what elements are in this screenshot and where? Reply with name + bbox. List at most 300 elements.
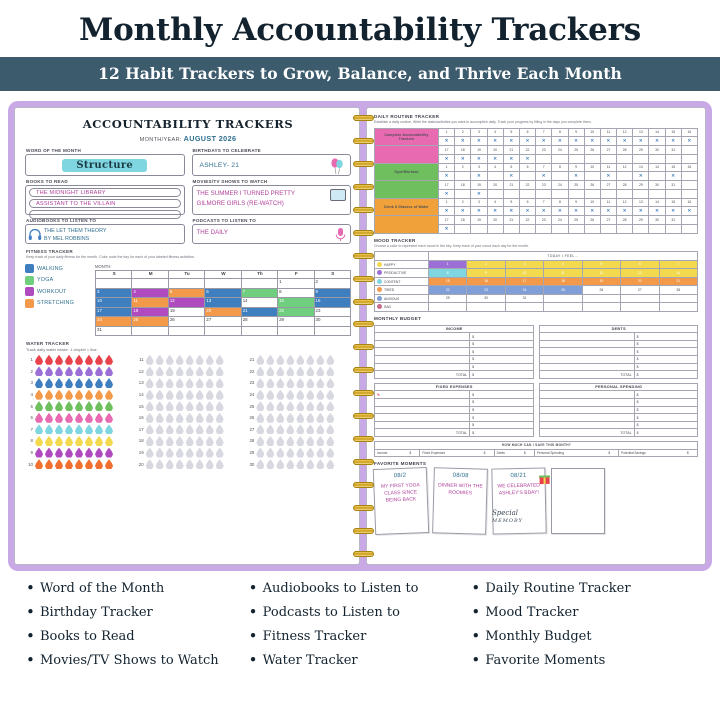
water-drop-icon[interactable] — [166, 448, 174, 458]
mood-key-cell[interactable]: ANXIOUS — [375, 294, 429, 303]
water-drop-icon[interactable] — [176, 436, 184, 446]
water-drop-icon[interactable] — [95, 378, 103, 388]
water-drop-icon[interactable] — [316, 436, 324, 446]
water-drop-icon[interactable] — [176, 355, 184, 365]
budget-item-field[interactable] — [375, 414, 470, 422]
budget-item-field[interactable] — [375, 340, 470, 348]
routine-day-cell[interactable] — [681, 154, 697, 163]
water-drop-icon[interactable] — [156, 448, 164, 458]
water-drop-icon[interactable] — [105, 436, 113, 446]
routine-day-cell[interactable]: ✕ — [439, 154, 455, 163]
water-drop-icon[interactable] — [316, 459, 324, 469]
routine-day-cell[interactable]: ✕ — [665, 137, 681, 146]
routine-day-cell[interactable]: ✕ — [568, 172, 584, 181]
movies-box[interactable] — [192, 185, 352, 215]
water-drop-icon[interactable] — [266, 436, 274, 446]
routine-day-cell[interactable]: ✕ — [536, 207, 552, 216]
budget-item-field[interactable] — [539, 414, 634, 422]
routine-day-cell[interactable]: ✕ — [487, 154, 503, 163]
water-drop-icon[interactable] — [85, 390, 93, 400]
routine-day-cell[interactable] — [584, 224, 600, 233]
routine-day-cell[interactable] — [455, 224, 471, 233]
water-drop-icon[interactable] — [35, 378, 43, 388]
debts-table[interactable] — [539, 325, 699, 379]
mood-day-cell[interactable]: 6 — [621, 260, 659, 269]
calendar-day[interactable] — [205, 326, 241, 336]
budget-row[interactable] — [375, 356, 534, 364]
routine-day-cell[interactable]: ✕ — [584, 207, 600, 216]
routine-day-cell[interactable]: ✕ — [600, 137, 616, 146]
water-drop-icon[interactable] — [266, 355, 274, 365]
routine-day-cell[interactable]: ✕ — [681, 137, 697, 146]
water-drop-icon[interactable] — [105, 448, 113, 458]
water-drop-icon[interactable] — [156, 436, 164, 446]
budget-amount-field[interactable]: $ — [470, 356, 533, 364]
water-drop-icon[interactable] — [206, 413, 214, 423]
budget-total-amount[interactable]: $ — [470, 371, 533, 379]
routine-day-cell[interactable] — [552, 189, 568, 198]
water-drop-icon[interactable] — [276, 390, 284, 400]
routine-day-cell[interactable] — [519, 224, 535, 233]
water-drop-icon[interactable] — [326, 459, 334, 469]
water-drop-icon[interactable] — [65, 390, 73, 400]
water-drop-icon[interactable] — [75, 413, 83, 423]
routine-day-cell[interactable]: ✕ — [633, 172, 649, 181]
routine-day-cell[interactable] — [568, 154, 584, 163]
routine-day-cell[interactable]: ✕ — [665, 207, 681, 216]
water-drop-icon[interactable] — [146, 413, 154, 423]
water-drop-icon[interactable] — [316, 355, 324, 365]
water-drop-icon[interactable] — [65, 413, 73, 423]
water-drop-icon[interactable] — [306, 436, 314, 446]
routine-day-cell[interactable] — [681, 172, 697, 181]
water-drop-icon[interactable] — [35, 436, 43, 446]
water-grid[interactable] — [25, 354, 351, 470]
routine-day-cell[interactable]: ✕ — [568, 137, 584, 146]
mood-day-cell[interactable]: 23 — [467, 286, 505, 295]
mood-day-cell[interactable]: 3 — [505, 260, 543, 269]
water-row[interactable] — [25, 424, 130, 436]
mood-color-swatch[interactable] — [377, 262, 382, 267]
routine-day-cell[interactable]: ✕ — [439, 137, 455, 146]
water-drop-icon[interactable] — [286, 366, 294, 376]
water-drops[interactable] — [146, 436, 224, 446]
routine-day-cell[interactable]: ✕ — [617, 207, 633, 216]
budget-item-field[interactable] — [375, 421, 470, 429]
water-drop-icon[interactable] — [65, 424, 73, 434]
water-drop-icon[interactable] — [196, 436, 204, 446]
water-row[interactable] — [136, 447, 241, 459]
water-row[interactable] — [25, 458, 130, 470]
water-drop-icon[interactable] — [196, 424, 204, 434]
budget-amount-field[interactable]: $ — [470, 348, 533, 356]
water-drop-icon[interactable] — [206, 448, 214, 458]
water-drops[interactable] — [256, 378, 334, 388]
water-drop-icon[interactable] — [35, 424, 43, 434]
routine-day-cell[interactable] — [665, 189, 681, 198]
water-drop-icon[interactable] — [105, 390, 113, 400]
water-drop-icon[interactable] — [196, 355, 204, 365]
mood-key-cell[interactable]: TIRED — [375, 286, 429, 295]
water-drop-icon[interactable] — [176, 390, 184, 400]
water-row[interactable] — [25, 366, 130, 378]
water-drop-icon[interactable] — [286, 448, 294, 458]
water-drop-icon[interactable] — [55, 378, 63, 388]
water-drop-icon[interactable] — [166, 366, 174, 376]
routine-day-cell[interactable] — [471, 224, 487, 233]
calendar-day[interactable]: 9 — [314, 288, 350, 298]
water-row[interactable] — [25, 377, 130, 389]
routine-day-cell[interactable] — [519, 172, 535, 181]
water-drop-icon[interactable] — [146, 366, 154, 376]
water-drop-icon[interactable] — [206, 436, 214, 446]
water-row[interactable] — [136, 366, 241, 378]
routine-day-cell[interactable] — [649, 154, 665, 163]
water-drop-icon[interactable] — [306, 378, 314, 388]
water-row[interactable] — [246, 458, 351, 470]
water-drop-icon[interactable] — [166, 459, 174, 469]
water-drop-icon[interactable] — [276, 366, 284, 376]
fitness-calendar[interactable] — [95, 264, 351, 336]
budget-row[interactable] — [539, 348, 698, 356]
water-drop-icon[interactable] — [196, 448, 204, 458]
water-drop-icon[interactable] — [55, 448, 63, 458]
water-row[interactable] — [246, 366, 351, 378]
budget-item-field[interactable] — [539, 421, 634, 429]
water-row[interactable] — [246, 435, 351, 447]
water-drop-icon[interactable] — [146, 378, 154, 388]
water-drop-icon[interactable] — [35, 448, 43, 458]
water-drop-icon[interactable] — [276, 448, 284, 458]
routine-day-cell[interactable] — [584, 172, 600, 181]
water-drop-icon[interactable] — [316, 390, 324, 400]
water-drop-icon[interactable] — [146, 459, 154, 469]
calendar-day[interactable] — [205, 279, 241, 289]
water-drops[interactable] — [256, 390, 334, 400]
water-drop-icon[interactable] — [176, 448, 184, 458]
water-drops[interactable] — [35, 390, 113, 400]
budget-amount-field[interactable]: $ — [634, 414, 697, 422]
routine-day-cell[interactable] — [649, 224, 665, 233]
water-drop-icon[interactable] — [45, 413, 53, 423]
water-row[interactable] — [246, 412, 351, 424]
water-drop-icon[interactable] — [45, 436, 53, 446]
water-drop-icon[interactable] — [55, 355, 63, 365]
mood-day-cell[interactable]: 21 — [659, 277, 697, 286]
water-drop-icon[interactable] — [286, 459, 294, 469]
calendar-day[interactable]: 5 — [168, 288, 204, 298]
water-drop-icon[interactable] — [45, 424, 53, 434]
budget-row[interactable] — [539, 340, 698, 348]
water-drop-icon[interactable] — [196, 459, 204, 469]
water-drop-icon[interactable] — [176, 401, 184, 411]
water-drop-icon[interactable] — [326, 436, 334, 446]
calendar-day[interactable]: 21 — [241, 307, 277, 317]
calendar-day[interactable]: 3 — [96, 288, 132, 298]
water-drop-icon[interactable] — [216, 355, 224, 365]
water-drop-icon[interactable] — [65, 366, 73, 376]
routine-day-cell[interactable] — [584, 154, 600, 163]
water-drop-icon[interactable] — [45, 366, 53, 376]
routine-day-cell[interactable] — [568, 189, 584, 198]
water-drop-icon[interactable] — [276, 378, 284, 388]
income-table[interactable] — [374, 325, 534, 379]
mood-day-cell[interactable] — [621, 303, 659, 312]
mood-day-cell[interactable]: 31 — [505, 294, 543, 303]
mood-day-cell[interactable]: 4 — [544, 260, 582, 269]
water-drop-icon[interactable] — [326, 390, 334, 400]
water-drops[interactable] — [256, 459, 334, 469]
routine-day-cell[interactable] — [552, 172, 568, 181]
routine-day-cell[interactable] — [665, 154, 681, 163]
budget-item-field[interactable] — [539, 333, 634, 341]
water-drop-icon[interactable] — [256, 401, 264, 411]
water-drop-icon[interactable] — [35, 459, 43, 469]
water-drop-icon[interactable] — [326, 378, 334, 388]
mood-day-cell[interactable] — [659, 294, 697, 303]
routine-day-cell[interactable]: ✕ — [503, 172, 519, 181]
budget-item-field[interactable] — [375, 363, 470, 371]
routine-day-cell[interactable]: ✕ — [455, 137, 471, 146]
color-swatch[interactable] — [25, 276, 34, 285]
water-drop-icon[interactable] — [256, 390, 264, 400]
routine-day-cell[interactable]: ✕ — [471, 207, 487, 216]
mood-color-swatch[interactable] — [377, 296, 382, 301]
water-drop-icon[interactable] — [296, 366, 304, 376]
budget-row[interactable] — [375, 406, 534, 414]
routine-day-cell[interactable] — [617, 154, 633, 163]
water-drop-icon[interactable] — [35, 413, 43, 423]
calendar-day[interactable]: 30 — [314, 317, 350, 327]
routine-day-cell[interactable] — [536, 154, 552, 163]
water-drop-icon[interactable] — [296, 413, 304, 423]
water-drop-icon[interactable] — [65, 355, 73, 365]
budget-amount-field[interactable]: $ — [470, 391, 533, 399]
water-drop-icon[interactable] — [256, 448, 264, 458]
calendar-day[interactable]: 1 — [278, 279, 314, 289]
mood-key-cell[interactable]: CONTENT — [375, 277, 429, 286]
mood-day-cell[interactable] — [544, 294, 582, 303]
routine-day-cell[interactable]: ✕ — [568, 207, 584, 216]
budget-row[interactable] — [375, 399, 534, 407]
water-drop-icon[interactable] — [296, 448, 304, 458]
budget-amount-field[interactable]: $ — [634, 363, 697, 371]
water-drop-icon[interactable] — [196, 413, 204, 423]
water-drop-icon[interactable] — [95, 459, 103, 469]
books-box[interactable] — [25, 185, 185, 215]
water-drops[interactable] — [35, 424, 113, 434]
water-drop-icon[interactable] — [296, 424, 304, 434]
water-drop-icon[interactable] — [306, 390, 314, 400]
water-drop-icon[interactable] — [85, 378, 93, 388]
mood-day-cell[interactable]: 1 — [429, 260, 467, 269]
mood-day-cell[interactable]: 13 — [621, 269, 659, 278]
budget-row[interactable] — [375, 421, 534, 429]
budget-item-field[interactable] — [375, 348, 470, 356]
water-drop-icon[interactable] — [266, 448, 274, 458]
calendar-day[interactable]: 24 — [96, 317, 132, 327]
mood-day-cell[interactable]: 27 — [621, 286, 659, 295]
routine-day-cell[interactable]: ✕ — [536, 137, 552, 146]
budget-amount-field[interactable]: $ — [634, 356, 697, 364]
water-drop-icon[interactable] — [316, 366, 324, 376]
water-drop-icon[interactable] — [156, 413, 164, 423]
savings-field-value[interactable]: $ — [482, 449, 494, 457]
budget-total-amount[interactable]: $ — [634, 371, 697, 379]
water-drop-icon[interactable] — [95, 424, 103, 434]
calendar-day[interactable] — [132, 326, 168, 336]
budget-row[interactable] — [375, 391, 534, 399]
calendar-day[interactable]: 11 — [132, 298, 168, 308]
mood-key-cell[interactable]: PRODUCTIVE — [375, 269, 429, 278]
water-drop-icon[interactable] — [176, 378, 184, 388]
savings-field-value[interactable]: $ — [685, 449, 698, 457]
water-drop-icon[interactable] — [306, 413, 314, 423]
budget-row[interactable] — [539, 399, 698, 407]
water-drops[interactable] — [146, 390, 224, 400]
water-drop-icon[interactable] — [45, 459, 53, 469]
routine-day-cell[interactable]: ✕ — [487, 207, 503, 216]
water-drops[interactable] — [256, 355, 334, 365]
water-drop-icon[interactable] — [186, 390, 194, 400]
water-drop-icon[interactable] — [105, 378, 113, 388]
calendar-day[interactable]: 29 — [278, 317, 314, 327]
budget-item-field[interactable] — [539, 399, 634, 407]
routine-day-cell[interactable] — [584, 189, 600, 198]
water-drops[interactable] — [256, 436, 334, 446]
water-drop-icon[interactable] — [85, 355, 93, 365]
budget-item-field[interactable] — [375, 406, 470, 414]
budget-row[interactable] — [539, 421, 698, 429]
water-drop-icon[interactable] — [286, 355, 294, 365]
water-drop-icon[interactable] — [146, 390, 154, 400]
budget-amount-field[interactable]: $ — [470, 340, 533, 348]
calendar-day[interactable] — [241, 279, 277, 289]
routine-day-cell[interactable] — [503, 224, 519, 233]
podcast-item[interactable]: THE DAILY — [196, 229, 229, 236]
water-drop-icon[interactable] — [326, 448, 334, 458]
mood-day-cell[interactable]: 15 — [429, 277, 467, 286]
mood-day-cell[interactable]: 8 — [429, 269, 467, 278]
water-drop-icon[interactable] — [45, 390, 53, 400]
mood-day-cell[interactable]: 25 — [544, 286, 582, 295]
water-drop-icon[interactable] — [75, 459, 83, 469]
budget-row[interactable] — [375, 333, 534, 341]
budget-row[interactable] — [375, 348, 534, 356]
water-drop-icon[interactable] — [146, 401, 154, 411]
water-drop-icon[interactable] — [316, 448, 324, 458]
water-row[interactable] — [25, 389, 130, 401]
water-drop-icon[interactable] — [206, 424, 214, 434]
budget-amount-field[interactable]: $ — [470, 421, 533, 429]
water-row[interactable] — [246, 400, 351, 412]
water-drop-icon[interactable] — [326, 413, 334, 423]
water-drop-icon[interactable] — [176, 459, 184, 469]
budget-amount-field[interactable]: $ — [470, 333, 533, 341]
color-swatch[interactable] — [25, 264, 34, 273]
water-drop-icon[interactable] — [105, 401, 113, 411]
water-drop-icon[interactable] — [256, 378, 264, 388]
water-drop-icon[interactable] — [276, 459, 284, 469]
calendar-day[interactable]: 16 — [314, 298, 350, 308]
water-drops[interactable] — [146, 413, 224, 423]
water-drop-icon[interactable] — [266, 401, 274, 411]
budget-row[interactable] — [375, 340, 534, 348]
water-drop-icon[interactable] — [286, 413, 294, 423]
mood-day-cell[interactable]: 20 — [621, 277, 659, 286]
water-drop-icon[interactable] — [146, 424, 154, 434]
budget-item-field[interactable] — [539, 348, 634, 356]
budget-item-field[interactable] — [539, 391, 634, 399]
mood-color-swatch[interactable] — [377, 304, 382, 309]
water-drop-icon[interactable] — [216, 401, 224, 411]
water-drop-icon[interactable] — [296, 401, 304, 411]
routine-day-cell[interactable] — [649, 189, 665, 198]
water-drop-icon[interactable] — [326, 355, 334, 365]
water-drop-icon[interactable] — [186, 355, 194, 365]
water-drop-icon[interactable] — [196, 390, 204, 400]
mood-day-cell[interactable]: 19 — [582, 277, 620, 286]
budget-amount-field[interactable]: $ — [634, 340, 697, 348]
calendar-day[interactable]: 23 — [314, 307, 350, 317]
mood-color-swatch[interactable] — [377, 270, 382, 275]
mood-day-cell[interactable] — [429, 303, 467, 312]
water-drop-icon[interactable] — [95, 413, 103, 423]
water-row[interactable] — [136, 424, 241, 436]
mood-day-cell[interactable]: 2 — [467, 260, 505, 269]
water-drop-icon[interactable] — [95, 448, 103, 458]
calendar-day[interactable] — [278, 326, 314, 336]
water-drop-icon[interactable] — [55, 401, 63, 411]
mood-day-cell[interactable]: 29 — [429, 294, 467, 303]
mood-day-cell[interactable]: 28 — [659, 286, 697, 295]
budget-amount-field[interactable]: $ — [470, 406, 533, 414]
budget-item-field[interactable] — [375, 356, 470, 364]
calendar-day[interactable]: 6 — [205, 288, 241, 298]
mood-table[interactable] — [374, 251, 698, 312]
routine-day-cell[interactable] — [568, 224, 584, 233]
calendar-day[interactable] — [132, 279, 168, 289]
routine-day-cell[interactable]: ✕ — [503, 154, 519, 163]
water-drop-icon[interactable] — [286, 401, 294, 411]
water-row[interactable] — [136, 412, 241, 424]
water-drop-icon[interactable] — [216, 366, 224, 376]
water-drop-icon[interactable] — [146, 448, 154, 458]
water-drop-icon[interactable] — [306, 366, 314, 376]
water-drop-icon[interactable] — [256, 413, 264, 423]
mood-day-cell[interactable]: 11 — [544, 269, 582, 278]
water-drop-icon[interactable] — [156, 378, 164, 388]
fixed-expenses-table[interactable] — [374, 383, 534, 437]
water-drop-icon[interactable] — [75, 355, 83, 365]
water-drop-icon[interactable] — [85, 366, 93, 376]
water-drop-icon[interactable] — [65, 436, 73, 446]
audiobook-item[interactable]: THE LET THEM THEORY — [44, 228, 107, 234]
water-drop-icon[interactable] — [206, 378, 214, 388]
routine-day-cell[interactable] — [487, 172, 503, 181]
water-drop-icon[interactable] — [276, 424, 284, 434]
calendar-day[interactable]: 13 — [205, 298, 241, 308]
water-drop-icon[interactable] — [166, 401, 174, 411]
water-row[interactable] — [136, 377, 241, 389]
mood-day-cell[interactable] — [621, 294, 659, 303]
calendar-day[interactable]: 14 — [241, 298, 277, 308]
savings-table[interactable] — [374, 441, 698, 457]
routine-day-cell[interactable] — [519, 189, 535, 198]
budget-row[interactable] — [539, 363, 698, 371]
water-drop-icon[interactable] — [75, 366, 83, 376]
mood-day-cell[interactable] — [505, 303, 543, 312]
